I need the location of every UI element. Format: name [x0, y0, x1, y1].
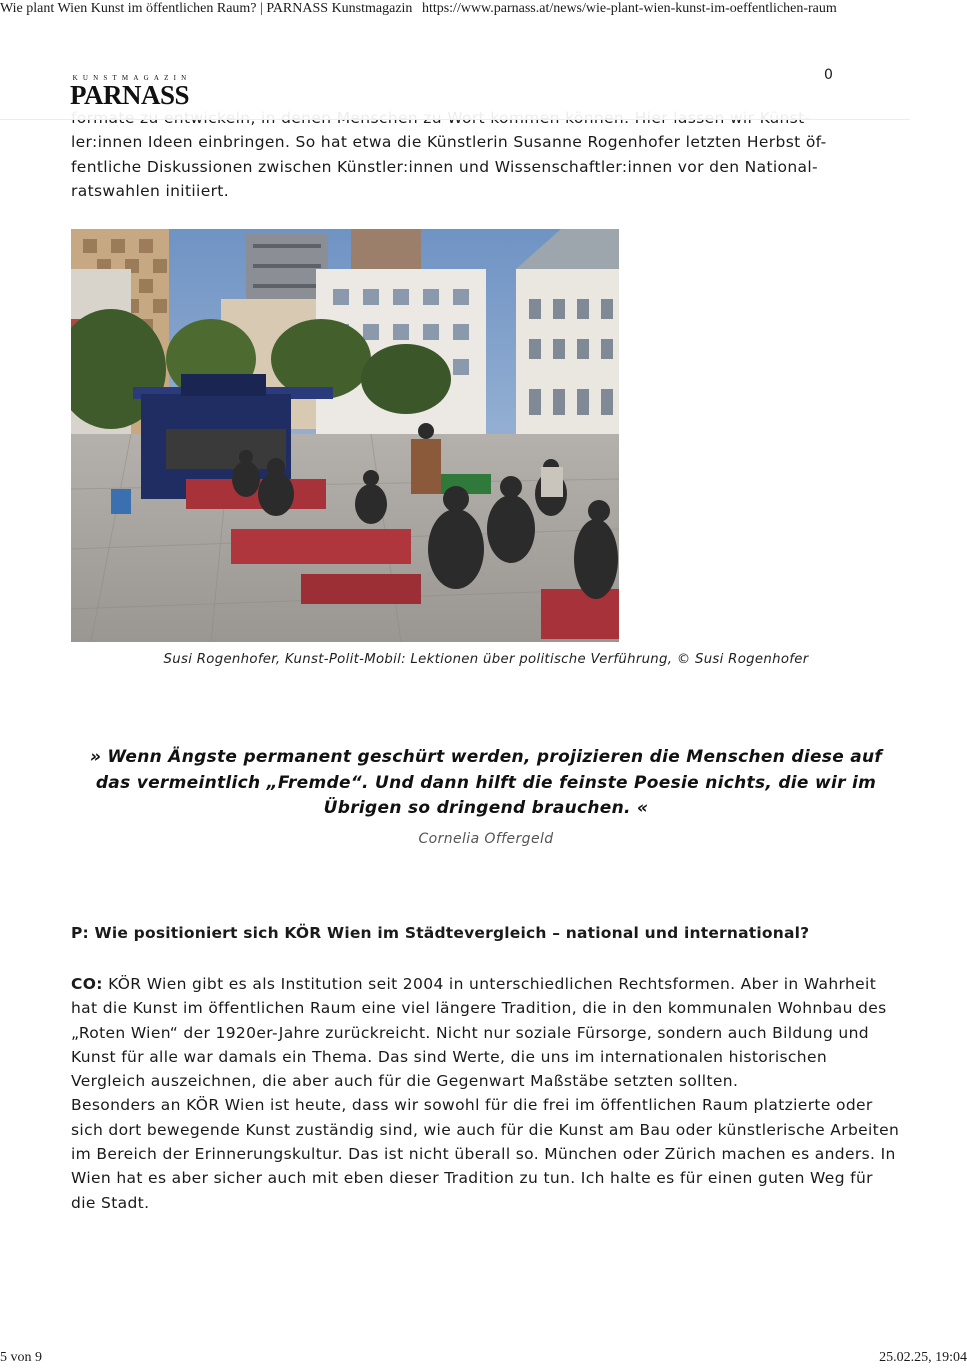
print-datetime: 25.02.25, 19:04 [879, 1350, 967, 1365]
answer-paragraph [71, 972, 901, 1093]
photo-illustration [71, 229, 619, 642]
answer-paragraph: Besonders an KÖR Wien ist heute, dass wir sowohl für die frei im öffentlichen Raum platzierte oder sich dort bewegende Kunst zuständig sind, wie auch für die Kunst am Bau oder künstlerische Arbeiten im Bereich der Erinnerungskultur. Das ist nicht überall so. München oder Zürich machen es anders. In Wien hat es aber sicher auch mit eben dieser Tradition zu tun. Ich halte es für einen guten Weg für die Stadt. [71, 1096, 900, 1212]
answer-speaker: CO: [71, 975, 103, 993]
print-page-number: 5 von 9 [0, 1350, 42, 1365]
intro-paragraph [71, 106, 901, 204]
intro-line: fentliche Diskussionen zwischen Künstler:innen und Wissenschaftler:innen vor den National- [71, 157, 818, 176]
interview-answer [71, 972, 901, 1215]
quote-author: Cornelia Offergeld [418, 831, 554, 847]
interview-question: P: Wie positioniert sich KÖR Wien im Städtevergleich – national und international? [71, 924, 810, 942]
print-header-title: Wie plant Wien Kunst im öffentlichen Raum? | PARNASS Kunstmagazin [0, 1, 413, 16]
article-photo [71, 229, 619, 642]
cart-count[interactable]: 0 [824, 67, 833, 83]
parnass-logo[interactable] [71, 74, 193, 114]
logo-tagline: KUNSTMAGAZIN [72, 74, 192, 82]
intro-line: ratswahlen initiiert. [71, 181, 230, 200]
print-header-url: https://www.parnass.at/news/wie-plant-wien-kunst-im-oeffentlichen-raum [421, 1, 837, 16]
answer-text: KÖR Wien gibt es als Institution seit 2004 in unterschiedlichen Rechtsformen. Aber in Wahrheit hat die Kunst im öffentlichen Raum eine viel längere Tradition, die in den kommunalen Wohnbau des „Roten Wien“ der 1920er-Jahre zurückreicht. Nicht nur soziale Fürsorge, sondern auch Bildung und Kunst für alle war damals ein Thema. Das sind Werte, die uns im internationalen historischen Vergleich auszeichnen, die aber auch für die Gegenwart Maßstäbe setzten sollten. [71, 975, 887, 1091]
print-header [0, 0, 967, 20]
intro-line: ler:innen Ideen einbringen. So hat etwa die Künstlerin Susanne Rogenhofer letzten Herbst öf- [71, 133, 827, 152]
logo-wordmark: PARNASS [70, 80, 190, 110]
site-header [0, 62, 910, 120]
pull-quote: » Wenn Ängste permanent geschürt werden, projizieren die Menschen diese auf das vermeintlich „Fremde“. Und dann hilft die feinste Poesie nichts, die wir im Übrigen so dringend brauchen. « [89, 747, 883, 818]
image-caption: Susi Rogenhofer, Kunst-Polit-Mobil: Lektionen über politische Verführung, © Susi Rogenhofer [163, 652, 809, 667]
